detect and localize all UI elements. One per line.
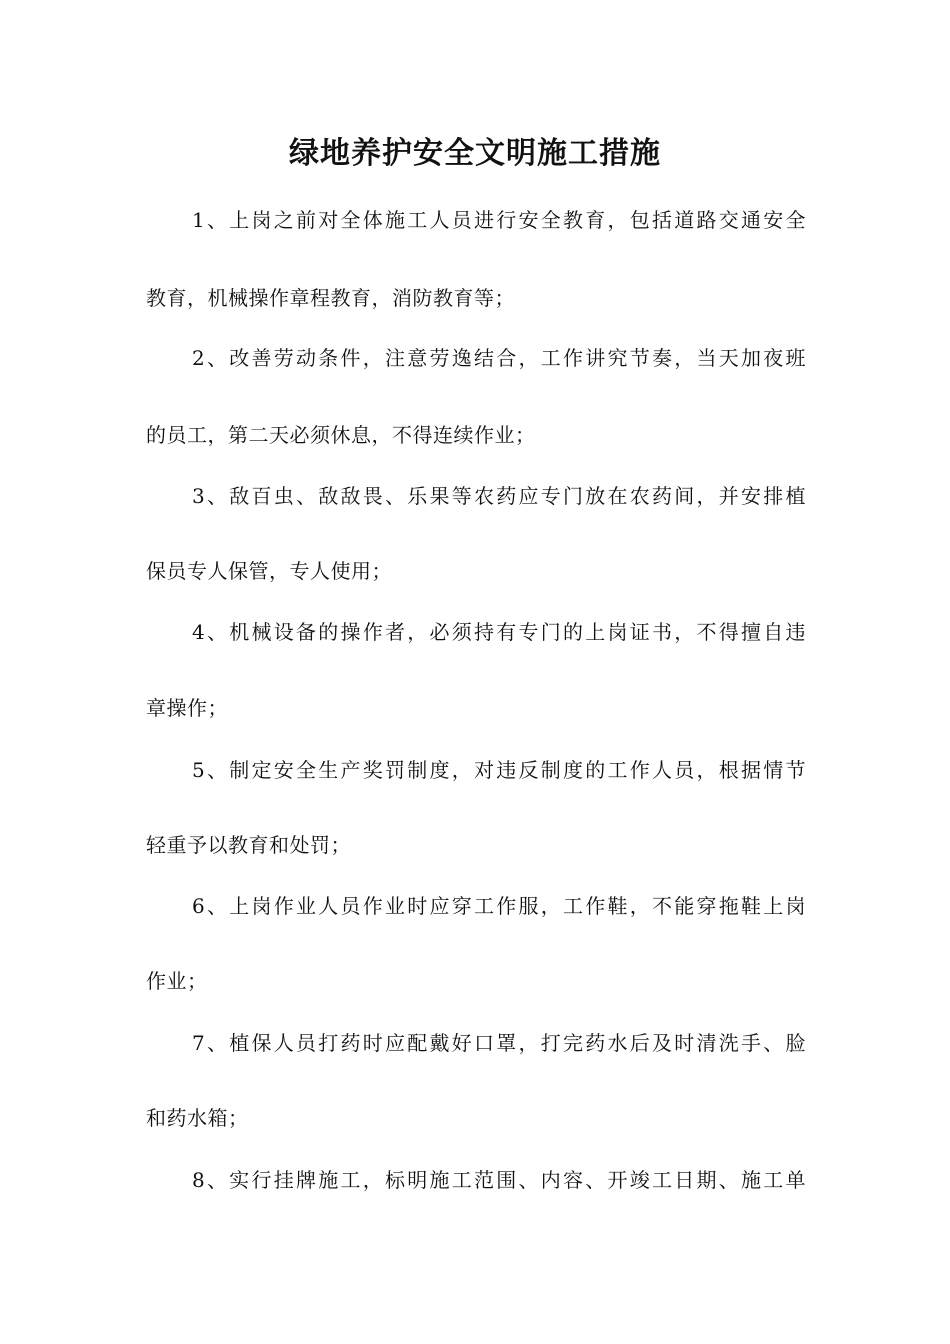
item-7-line-2: 和药水箱； bbox=[146, 1106, 249, 1130]
item-4-line-2: 章操作； bbox=[146, 696, 228, 720]
item-2-line-1: 2、改善劳动条件，注意劳逸结合，工作讲究节奏，当天加夜班 bbox=[192, 346, 806, 370]
item-6-line-1: 6、上岗作业人员作业时应穿工作服，工作鞋，不能穿拖鞋上岗 bbox=[192, 894, 806, 918]
item-3-line-1: 3、敌百虫、敌敌畏、乐果等农药应专门放在农药间，并安排植 bbox=[192, 484, 806, 508]
item-7-line-1: 7、植保人员打药时应配戴好口罩，打完药水后及时清洗手、脸 bbox=[192, 1031, 806, 1055]
item-6-line-2: 作业； bbox=[146, 969, 208, 993]
document-title: 绿地养护安全文明施工措施 bbox=[289, 136, 661, 171]
item-5-line-2: 轻重予以教育和处罚； bbox=[146, 833, 351, 857]
item-2-line-2: 的员工，第二天必须休息，不得连续作业； bbox=[146, 423, 536, 447]
item-1-line-1: 1、上岗之前对全体施工人员进行安全教育，包括道路交通安全 bbox=[192, 208, 806, 232]
item-3-line-2: 保员专人保管，专人使用； bbox=[146, 559, 392, 583]
item-8-line-1: 8、实行挂牌施工，标明施工范围、内容、开竣工日期、施工单 bbox=[192, 1168, 806, 1192]
item-1-line-2: 教育，机械操作章程教育，消防教育等； bbox=[146, 286, 515, 310]
item-5-line-1: 5、制定安全生产奖罚制度，对违反制度的工作人员，根据情节 bbox=[192, 758, 806, 782]
item-4-line-1: 4、机械设备的操作者，必须持有专门的上岗证书，不得擅自违 bbox=[192, 620, 806, 644]
